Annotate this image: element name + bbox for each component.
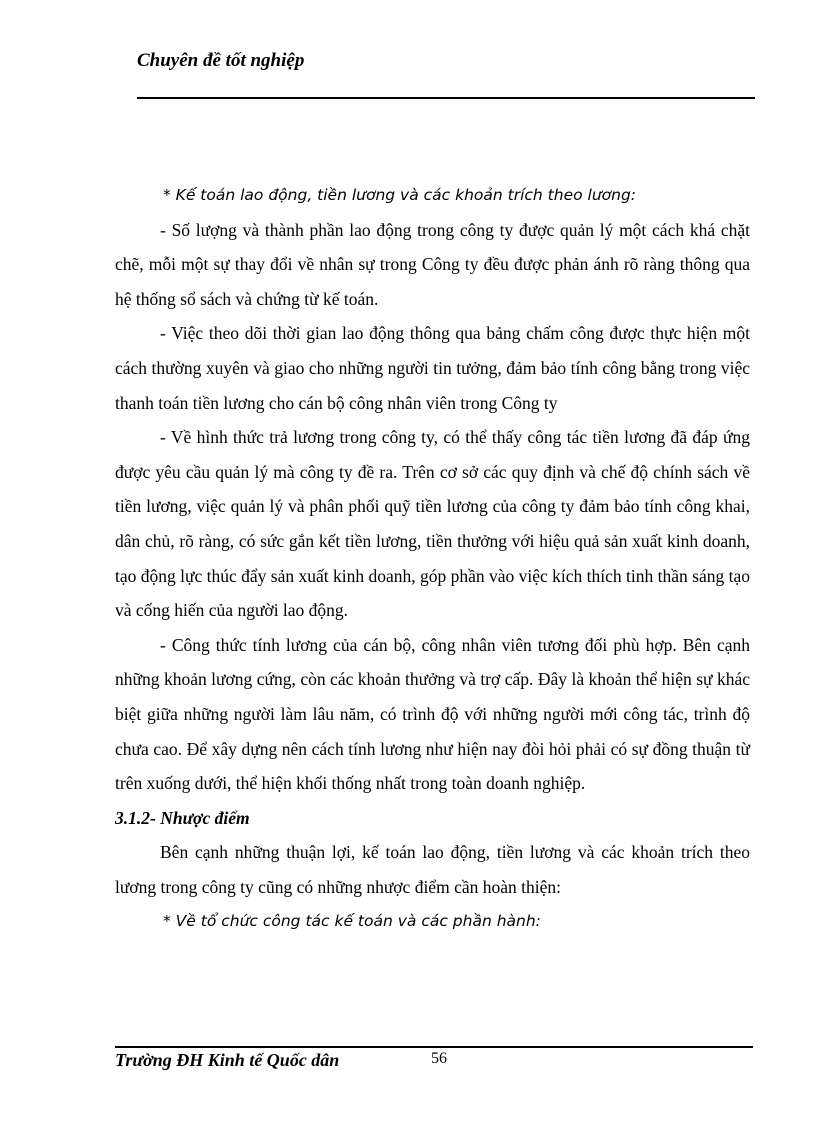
paragraph-payment-form: - Về hình thức trả lương trong công ty, có thể thấy công tác tiền lương đã đáp ứng được yêu cầu quản lý mà công ty đề ra. Trên cơ sở các quy định và chế độ chính sách về tiền lương, việc quản lý và phân phối quỹ tiền lương của công ty đảm bảo tính công khai, dân chủ, rõ ràng, có sức gắn kết tiền lương, tiền thưởng với hiệu quả sản xuất kinh doanh, tạo động lực thúc đẩy sản xuất kinh doanh, góp phần vào việc kích thích tinh thần sáng tạo và cống hiến của người lao động. (115, 427, 750, 621)
document-body (115, 178, 750, 939)
subheading-accounting-organization: * Về tổ chức công tác kế toán và các phần hành: (163, 912, 541, 931)
page-number: 56 (431, 1050, 447, 1067)
paragraph-salary-formula: - Công thức tính lương của cán bộ, công nhân viên tương đối phù hợp. Bên cạnh những khoản lương cứng, còn các khoản thưởng và trợ cấp. Đây là khoản thể hiện sự khác biệt giữa những người làm lâu năm, có trình độ với những người mới công tác, trình độ chưa cao. Để xây dựng nên cách tính lương như hiện nay đòi hỏi phải có sự đồng thuận từ trên xuống dưới, thể hiện khối thống nhất trong toàn doanh nghiệp. (115, 634, 750, 794)
footer-school-name: Trường ĐH Kinh tế Quốc dân (115, 1050, 340, 1070)
paragraph-weaknesses-intro: Bên cạnh những thuận lợi, kế toán lao động, tiền lương và các khoản trích theo lương trong công ty cũng có những nhược điểm cần hoàn thiện: (115, 842, 750, 897)
footer-divider (115, 1046, 753, 1048)
page-header-title: Chuyên đề tốt nghiệp (137, 50, 305, 71)
section-heading-weaknesses: 3.1.2- Nhược điểm (115, 807, 250, 828)
paragraph-timekeeping: - Việc theo dõi thời gian lao động thông qua bảng chấm công được thực hiện một cách thường xuyên và giao cho những người tin tưởng, đảm bảo tính công bằng trong việc thanh toán tiền lương cho cán bộ công nhân viên trong Công ty (115, 323, 750, 413)
header-divider (137, 97, 755, 99)
subheading-labor-accounting: * Kế toán lao động, tiền lương và các khoản trích theo lương: (163, 186, 637, 204)
paragraph-labor-management: - Số lượng và thành phần lao động trong công ty được quản lý một cách khá chặt chẽ, mỗi một sự thay đổi về nhân sự trong Công ty đều được phản ánh rõ ràng thông qua hệ thống sổ sách và chứng từ kế toán. (115, 219, 750, 309)
